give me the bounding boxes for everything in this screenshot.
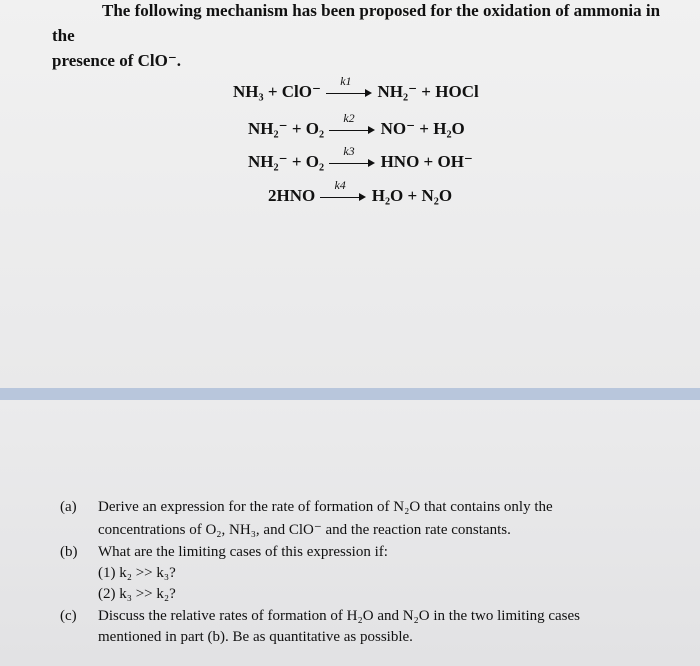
- question-a-line-2: concentrations of O₂, NH₃, and ClO⁻ and the reaction rate constants.: [98, 522, 511, 538]
- rate-constant: k1: [340, 74, 352, 89]
- intro-text: [52, 0, 672, 73]
- reaction-arrow: [329, 144, 375, 170]
- reaction-2-products: NO⁻ + H₂O: [380, 119, 465, 138]
- reaction-4-reactants: 2HNO: [268, 186, 316, 205]
- reaction-1-reactants: NH₃ + ClO⁻: [233, 82, 321, 101]
- reaction-2: [248, 111, 465, 139]
- reaction-4: [268, 178, 453, 206]
- rate-constant: k3: [343, 144, 355, 159]
- page-divider: [0, 388, 700, 400]
- reaction-3: [248, 144, 473, 172]
- intro-line-1: The following mechanism has been proposed for the oxidation of ammonia in the: [52, 1, 661, 45]
- question-b-label: (b): [60, 544, 78, 560]
- reaction-3-products: HNO + OH⁻: [380, 152, 473, 171]
- intro-line-2: presence of ClO⁻.: [52, 51, 182, 70]
- reaction-arrow: [326, 74, 372, 100]
- reaction-arrow: [320, 178, 366, 204]
- rate-constant: k2: [343, 111, 355, 126]
- question-a-line-1: Derive an expression for the rate of formation of N₂O that contains only the: [98, 499, 553, 515]
- reaction-2-reactants: NH₂⁻ + O₂: [248, 119, 325, 138]
- rate-constant: k4: [334, 178, 346, 193]
- reaction-4-products: H₂O + N₂O: [371, 186, 453, 205]
- question-a-label: (a): [60, 499, 77, 515]
- reaction-1-products: NH₂⁻ + HOCl: [377, 82, 479, 101]
- question-b-case-2: (2) k₃ >> k₂?: [98, 586, 176, 602]
- question-b-line-1: What are the limiting cases of this expression if:: [98, 544, 388, 560]
- question-b-case-1: (1) k₂ >> k₃?: [98, 565, 176, 581]
- reaction-1: [233, 74, 479, 102]
- question-c-line-2: mentioned in part (b). Be as quantitative as possible.: [98, 629, 413, 645]
- question-c-line-1: Discuss the relative rates of formation of H₂O and N₂O in the two limiting cases: [98, 608, 581, 624]
- reaction-arrow: [329, 111, 375, 137]
- reaction-3-reactants: NH₂⁻ + O₂: [248, 152, 325, 171]
- question-c-label: (c): [60, 608, 77, 624]
